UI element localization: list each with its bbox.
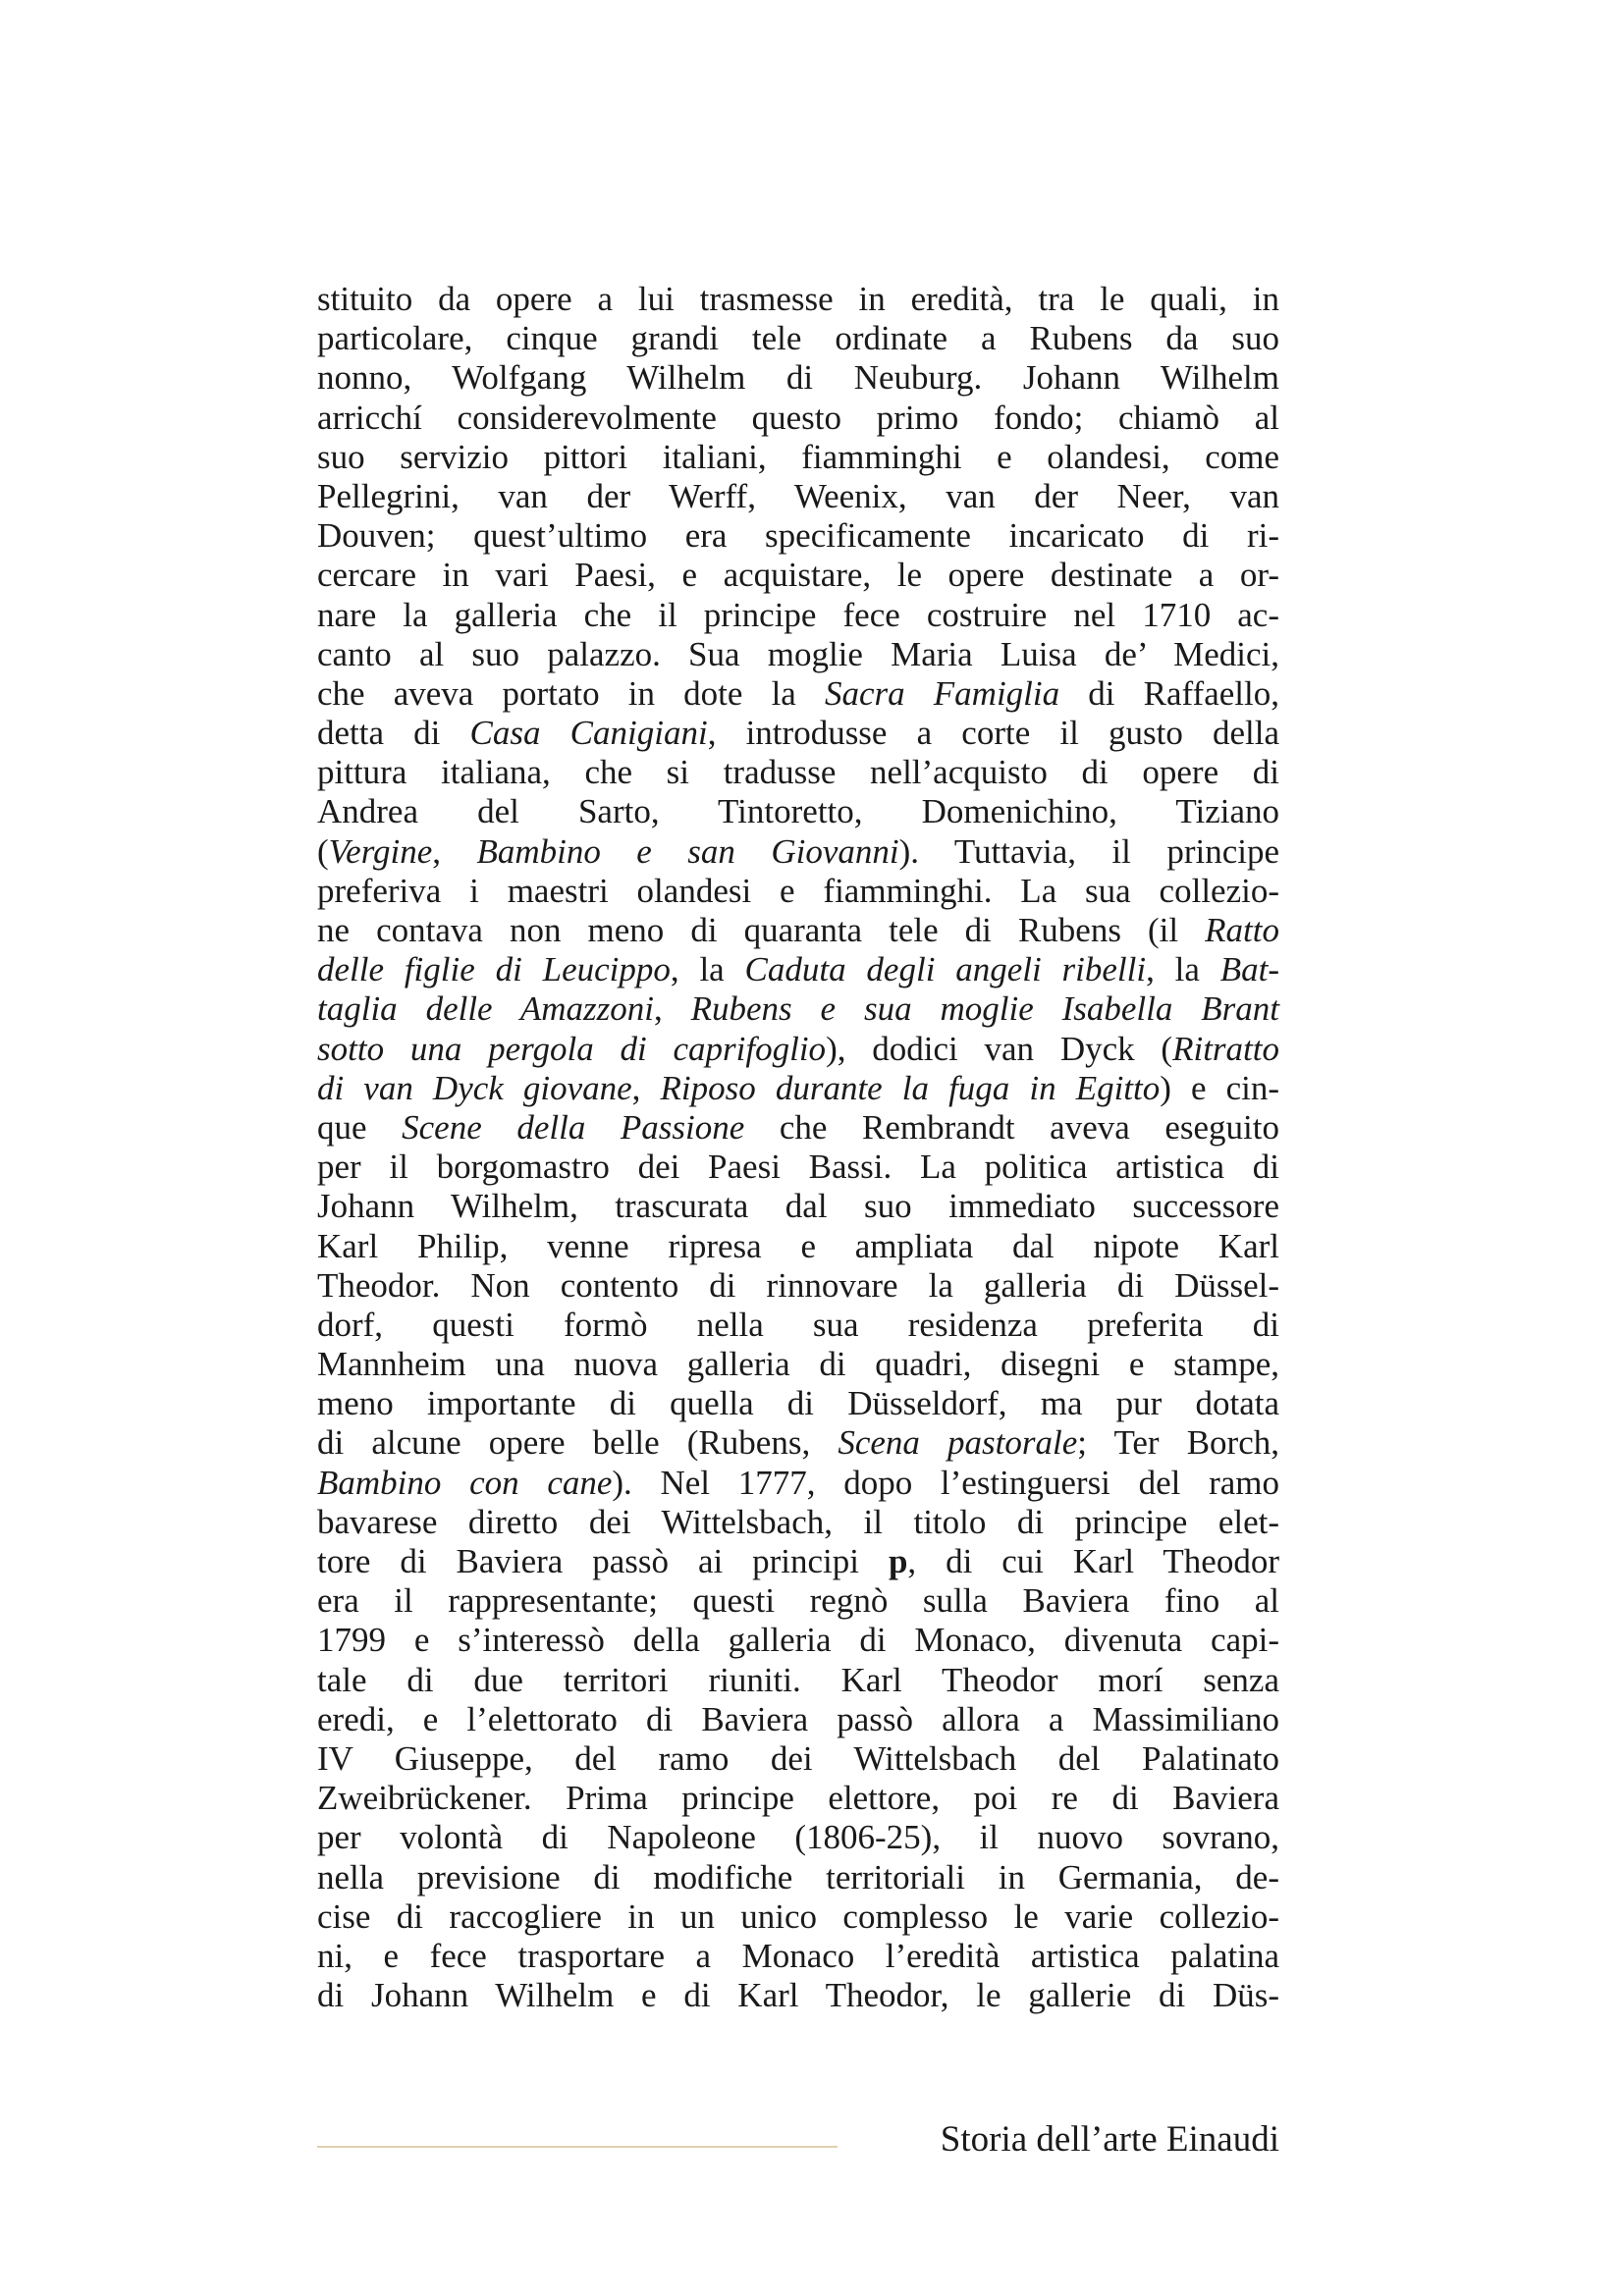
italic-title: Vergine xyxy=(328,831,433,871)
text-line xyxy=(317,1266,1279,1306)
text-line xyxy=(317,438,1279,477)
text-line xyxy=(317,753,1279,792)
text-segment: nella previsione di modifiche territoriali in Germania, de- xyxy=(317,1857,1279,1896)
text-line xyxy=(317,399,1279,438)
text-segment: cercare in vari Paesi, e acquistare, le opere destinate a or- xyxy=(317,556,1279,595)
text-line xyxy=(317,1937,1279,1976)
text-line xyxy=(317,1858,1279,1897)
text-segment: ( xyxy=(317,831,329,871)
italic-title: di van Dyck giovane xyxy=(317,1068,632,1107)
text-segment: preferiva i maestri olandesi e fiamminghi. La sua collezio- xyxy=(317,871,1279,910)
text-segment: stituito da opere a lui trasmesse in eredità, tra le quali, in xyxy=(317,280,1279,318)
italic-title: Rubens e sua moglie Isabella Brant xyxy=(690,989,1279,1029)
text-segment: per volontà di Napoleone (1806-25), il nuovo sovrano, xyxy=(317,1818,1279,1857)
text-line xyxy=(317,516,1279,556)
text-line xyxy=(317,477,1279,516)
text-line xyxy=(317,1897,1279,1937)
italic-title: Caduta degli angeli ribelli xyxy=(744,950,1147,989)
text-line xyxy=(317,1818,1279,1857)
text-segment: suo servizio pittori italiani, fiamminghi e olandesi, come xyxy=(317,437,1279,476)
text-line xyxy=(317,1384,1279,1423)
italic-title: taglia delle Amazzoni xyxy=(317,989,654,1029)
text-segment: Karl Philip, venne ripresa e ampliata dal nipote Karl xyxy=(317,1226,1279,1265)
italic-title: Casa Canigiani xyxy=(469,714,708,753)
text-segment: Pellegrini, van der Werff, Weenix, van der Neer, van xyxy=(317,476,1279,515)
text-segment: meno importante di quella di Düsseldorf, ma pur dotata xyxy=(317,1384,1279,1423)
text-segment: che Rembrandt aveva eseguito xyxy=(744,1107,1279,1147)
italic-title: Bat- xyxy=(1219,950,1280,989)
italic-title: Bambino con cane xyxy=(317,1463,613,1502)
footer-title: Storia dell’arte Einaudi xyxy=(940,2119,1279,2160)
text-line xyxy=(317,832,1279,872)
italic-title: Ratto xyxy=(1205,911,1279,949)
text-segment: , la xyxy=(1146,950,1220,989)
text-line xyxy=(317,1581,1279,1621)
italic-title: Bambino e san Giovanni xyxy=(476,831,899,871)
text-line xyxy=(317,596,1279,635)
text-segment: dorf, questi formò nella sua residenza preferita di xyxy=(317,1305,1279,1344)
text-line xyxy=(317,1108,1279,1148)
text-segment: canto al suo palazzo. Sua moglie Maria Luisa de’ Medici, xyxy=(317,634,1279,673)
text-segment: eredi, e l’elettorato di Baviera passò allora a Massimiliano xyxy=(317,1699,1279,1738)
text-segment: ne contava non meno di quaranta tele di Rubens (il xyxy=(317,911,1206,949)
text-segment: Mannheim una nuova galleria di quadri, disegni e stampe, xyxy=(317,1345,1279,1384)
text-line xyxy=(317,1542,1279,1581)
text-segment: IV Giuseppe, del ramo dei Wittelsbach del Palatinato xyxy=(317,1738,1279,1778)
text-line xyxy=(317,280,1279,319)
italic-title: Riposo durante la fuga in Egitto xyxy=(660,1068,1161,1107)
text-line xyxy=(317,950,1279,989)
text-segment: tale di due territori riuniti. Karl Theodor morí senza xyxy=(317,1660,1279,1699)
body-text xyxy=(317,280,1279,2015)
text-segment: Theodor. Non contento di rinnovare la galleria di Düssel- xyxy=(317,1265,1279,1305)
text-line xyxy=(317,1423,1279,1463)
text-segment: ; Ter Borch, xyxy=(1077,1423,1279,1463)
text-segment: di Johann Wilhelm e di Karl Theodor, le gallerie di Düs- xyxy=(317,1976,1279,2015)
text-segment: di Raffaello, xyxy=(1059,673,1279,713)
italic-title: Ritratto xyxy=(1172,1029,1279,1068)
text-line xyxy=(317,1345,1279,1384)
text-segment: Douven; quest’ultimo era specificamente incaricato di ri- xyxy=(317,516,1279,556)
text-line xyxy=(317,674,1279,714)
text-segment: pittura italiana, che si tradusse nell’acquisto di opere di xyxy=(317,753,1279,792)
text-segment: ). Nel 1777, dopo l’estinguersi del ramo xyxy=(612,1463,1279,1502)
text-segment: ) e cin- xyxy=(1160,1068,1280,1107)
text-segment: Zweibrückener. Prima principe elettore, poi re di Baviera xyxy=(317,1779,1279,1818)
text-segment: particolare, cinque grandi tele ordinate a Rubens da suo xyxy=(317,319,1279,358)
text-line xyxy=(317,358,1279,398)
text-line xyxy=(317,1661,1279,1700)
text-line xyxy=(317,1306,1279,1345)
text-segment: arricchí considerevolmente questo primo fondo; chiamò al xyxy=(317,398,1279,437)
text-segment: , xyxy=(631,1068,661,1107)
text-line xyxy=(317,635,1279,674)
text-line xyxy=(317,792,1279,831)
text-segment: , introdusse a corte il gusto della xyxy=(707,714,1279,753)
text-segment: , xyxy=(653,989,691,1029)
italic-title: sotto una pergola di caprifoglio xyxy=(317,1029,827,1068)
text-segment: 1799 e s’interessò della galleria di Monaco, divenuta capi- xyxy=(317,1621,1279,1660)
text-segment: que xyxy=(317,1107,403,1147)
text-segment: Andrea del Sarto, Tintoretto, Domenichino, Tiziano xyxy=(317,792,1279,831)
italic-title: delle figlie di Leucippo xyxy=(317,950,671,989)
text-line xyxy=(317,319,1279,358)
text-line xyxy=(317,1503,1279,1542)
text-segment: bavarese diretto dei Wittelsbach, il titolo di principe elet- xyxy=(317,1502,1279,1541)
italic-title: Sacra Famiglia xyxy=(824,673,1060,713)
text-segment: cise di raccogliere in un unico complesso le varie collezio- xyxy=(317,1896,1279,1936)
text-line xyxy=(317,1700,1279,1739)
text-line xyxy=(317,714,1279,753)
text-segment: ni, e fece trasportare a Monaco l’eredità artistica palatina xyxy=(317,1936,1279,1975)
text-segment: detta di xyxy=(317,714,470,753)
text-segment: per il borgomastro dei Paesi Bassi. La politica artistica di xyxy=(317,1148,1279,1187)
text-segment: nare la galleria che il principe fece costruire nel 1710 ac- xyxy=(317,595,1279,634)
text-segment: era il rappresentante; questi regnò sulla Baviera fino al xyxy=(317,1581,1279,1621)
text-line xyxy=(317,556,1279,595)
text-segment: Johann Wilhelm, trascurata dal suo immediato successore xyxy=(317,1187,1279,1226)
text-line xyxy=(317,911,1279,950)
text-line xyxy=(317,1148,1279,1187)
text-segment: , xyxy=(432,831,477,871)
text-line xyxy=(317,1464,1279,1503)
text-line xyxy=(317,1621,1279,1660)
text-segment: ), dodici van Dyck ( xyxy=(826,1029,1173,1068)
text-line xyxy=(317,1030,1279,1069)
page-footer xyxy=(317,2110,1279,2169)
bold-reference: p xyxy=(888,1542,908,1580)
footer-rule xyxy=(317,2146,838,2148)
text-line xyxy=(317,1779,1279,1818)
text-segment: che aveva portato in dote la xyxy=(317,673,825,713)
text-line xyxy=(317,1227,1279,1266)
text-line xyxy=(317,1976,1279,2015)
text-segment: di alcune opere belle (Rubens, xyxy=(317,1423,839,1463)
text-line xyxy=(317,1187,1279,1226)
text-segment: tore di Baviera passò ai principi xyxy=(317,1542,889,1580)
italic-title: Scena pastorale xyxy=(838,1423,1078,1463)
italic-title: Scene della Passione xyxy=(402,1107,745,1147)
text-segment: ). Tuttavia, il principe xyxy=(898,831,1279,871)
text-segment: , di cui Karl Theodor xyxy=(907,1542,1279,1580)
text-line xyxy=(317,1069,1279,1108)
text-line xyxy=(317,989,1279,1029)
text-line xyxy=(317,1739,1279,1779)
text-line xyxy=(317,872,1279,911)
text-segment: nonno, Wolfgang Wilhelm di Neuburg. Johann Wilhelm xyxy=(317,358,1279,398)
text-segment: , la xyxy=(670,950,745,989)
